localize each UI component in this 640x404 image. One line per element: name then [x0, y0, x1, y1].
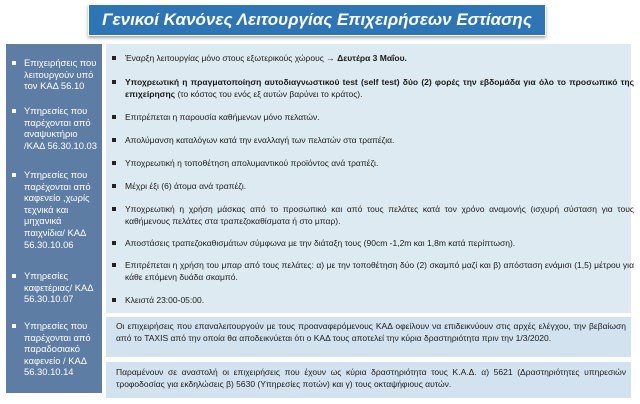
category-line: μηχανικά: [24, 215, 62, 227]
category-line: αναψυκτήριο: [24, 128, 78, 140]
category-line: παιχνίδια/ ΚΑΔ: [24, 226, 87, 238]
rule-text: Υποχρεωτική η τοποθέτηση απολυμαντικού προϊόντος ανά τραπέζι.: [125, 158, 379, 168]
category-line: Υπηρεσίες: [24, 270, 69, 281]
bullet-icon: [12, 173, 16, 177]
check-bullet-icon: [112, 161, 116, 165]
category-line: τον ΚΑΔ 56.10: [24, 80, 85, 92]
rule-text: Επιτρέπεται η χρήση του μπαρ από τους πελάτες: α) με την τοποθέτηση δύο (2) σκαμπό μαζί και β) απόσταση ενάμισι (1,5) μέτρου για κάθε επόμενη δυάδα σκαμπό.: [125, 260, 634, 283]
rule-text: Αποστάσεις τραπεζοκαθισμάτων σύμφωνα με την διάταξη τους (90cm -1,2m και 1,8m κατά περίπτωση).: [125, 238, 516, 248]
category-line: 56.30.10.06: [24, 238, 74, 250]
category-line: Υπηρεσίες που: [24, 320, 88, 331]
check-bullet-icon: [112, 184, 116, 188]
rule-emphasis: Δευτέρα 3 Μαΐου.: [337, 53, 407, 63]
check-bullet-icon: [112, 241, 116, 245]
category-line: 56.30.10.14: [24, 366, 74, 378]
category-panel: [6, 44, 102, 393]
page-title: Γενικοί Κανόνες Λειτουργίας Επιχειρήσεων Εστίασης: [88, 4, 546, 36]
category-line: παρέχονται από: [24, 116, 91, 128]
rule-text: Έναρξη λειτουργίας μόνο στους εξωτερικούς χώρους →: [125, 53, 338, 63]
bullet-icon: [12, 274, 16, 278]
check-bullet-icon: [112, 138, 116, 142]
bullet-icon: [12, 109, 16, 113]
rule-text: Μέχρι έξι (6) άτομα ανά τραπέζι.: [125, 181, 247, 191]
category-line: καφενείο / ΚΑΔ: [24, 354, 87, 366]
category-line: τεχνικά και: [24, 203, 69, 215]
check-bullet-icon: [112, 115, 116, 119]
category-line: παρέχονται από: [24, 180, 91, 192]
rule-text: Κλειστά 23:00-05:00.: [125, 295, 205, 305]
category-line: Υπηρεσίες που: [24, 105, 88, 116]
category-line: παρέχονται από: [24, 331, 91, 343]
check-bullet-icon: [112, 298, 116, 302]
category-line: Υπηρεσίες που: [24, 169, 88, 180]
bullet-icon: [12, 324, 16, 328]
category-line: καφενείο ,χωρίς: [24, 192, 90, 204]
check-bullet-icon: [112, 56, 116, 60]
check-bullet-icon: [112, 207, 116, 211]
note-text: Παραμένουν σε αναστολή οι επιχειρήσεις που έχουν ως κύρια δραστηριότητα τους Κ.Α.Δ. α) 5621 (Δραστηριότητες υπηρεσιών τροφοδοσίας για εκδηλώσεις β) 5630 (Υπηρεσίες ποτών) και γ) τους οκταψήφιους αυτών.: [116, 367, 626, 390]
category-line: /ΚΑΔ 56.30.10.03: [24, 139, 97, 151]
note-text: Οι επιχειρήσεις που επαναλειτουργούν με τους προαναφερόμενους ΚΑΔ οφείλουν να επιδεικνύουν στις αρχές ελέγχου, την βεβαίωση από το TAXIS από την οποία θα αποδεικνύεται ότι ο ΚΑΔ τους αποτελεί την κύρια δραστηριότητα πριν την 1/3/2020.: [116, 321, 626, 344]
category-line: Επιχειρήσεις που: [24, 57, 97, 68]
check-bullet-icon: [112, 80, 116, 84]
rule-text: Απολύμανση καταλόγων κατά την εναλλαγή των πελατών στα τραπέζια.: [125, 135, 395, 145]
rule-text: Επιτρέπεται η παρουσία καθήμενων μόνο πελατών.: [125, 112, 320, 122]
check-bullet-icon: [112, 263, 116, 267]
category-line: καφετέριας/ ΚΑΔ: [24, 281, 94, 293]
category-line: λειτουργούν υπό: [24, 68, 94, 80]
category-line: παραδοσιακό: [24, 343, 81, 355]
rule-emphasis: Υποχρεωτική η πραγματοποίηση αυτοδιαγνωστικού test (self test) δύο (2) φορές την εβδομάδα για όλο το προσωπικό της επιχείρησης: [125, 77, 634, 100]
bullet-icon: [12, 61, 16, 65]
rule-text: (το κόστος του ενός εξ αυτών βαρύνει το κράτος).: [175, 89, 363, 100]
rule-text: Υποχρεωτική η χρήση μάσκας από το προσωπικό και από τους πελάτες κατά τον χρόνο αναμονής (ισχυρή σύσταση για τους καθήμενους πελάτες στα τραπεζοκαθίσματα ή στο μπαρ).: [125, 204, 634, 227]
category-line: 56.30.10.07: [24, 293, 74, 305]
